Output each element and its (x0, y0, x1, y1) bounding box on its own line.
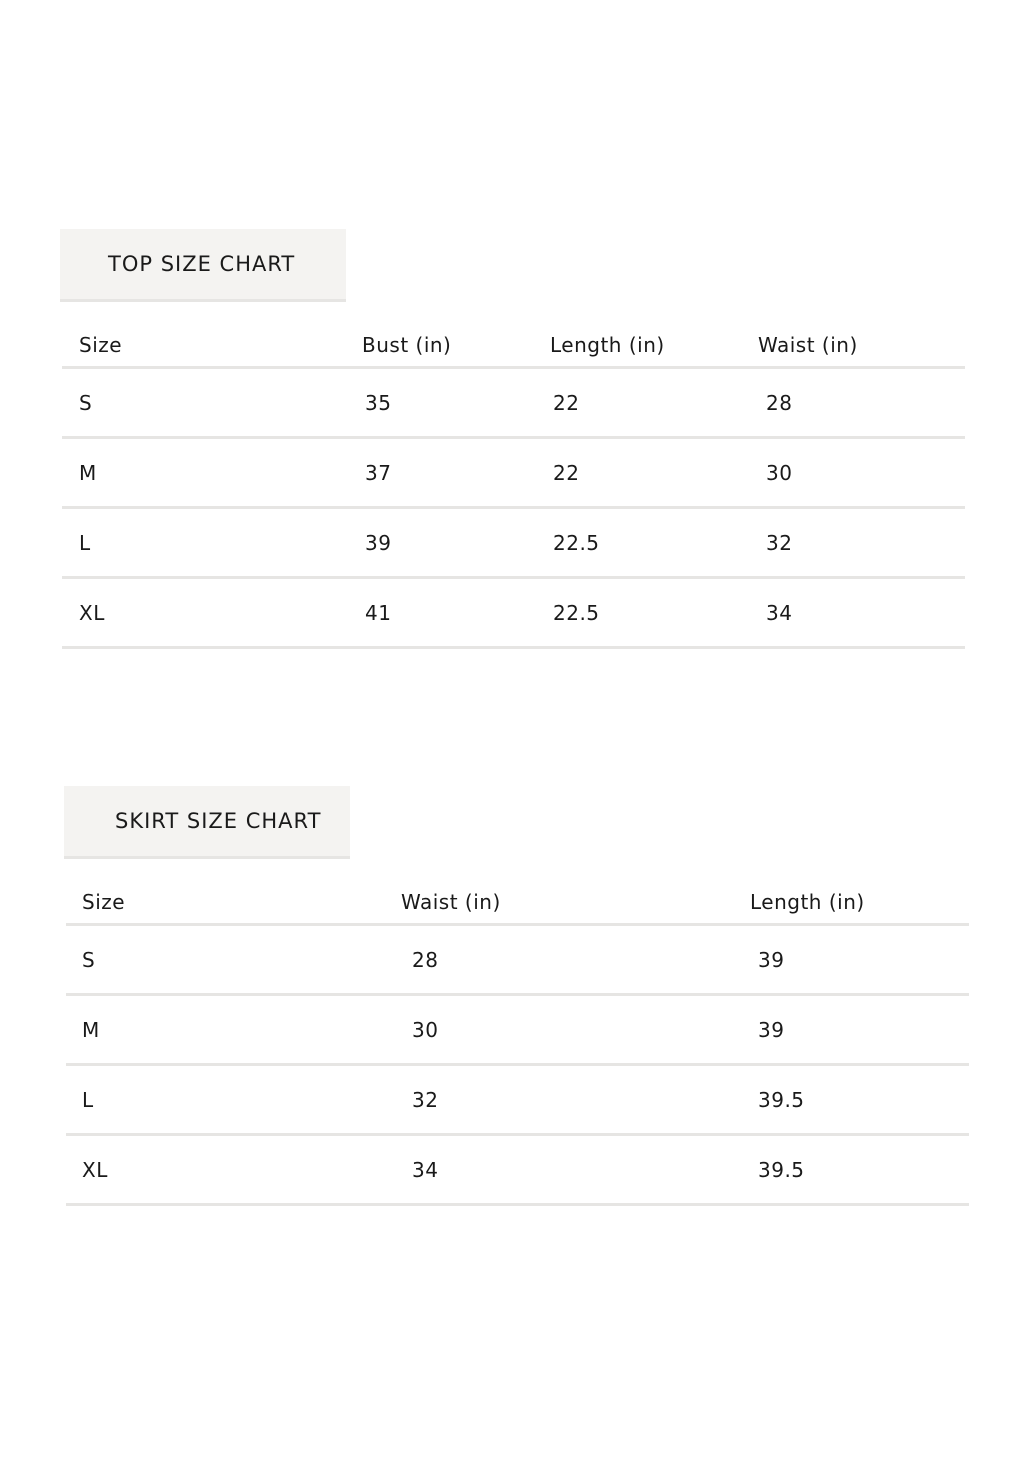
top-size-chart-title: TOP SIZE CHART (108, 252, 296, 276)
table-row (62, 369, 965, 439)
size-cell: S (79, 391, 93, 415)
size-cell: L (82, 1088, 94, 1112)
table-header-row (62, 320, 965, 369)
waist-cell: 32 (412, 1088, 439, 1112)
length-cell: 22 (553, 461, 580, 485)
waist-cell: 28 (412, 948, 439, 972)
skirt-size-table (66, 877, 969, 1206)
waist-cell: 30 (412, 1018, 439, 1042)
length-cell: 22.5 (553, 531, 600, 555)
column-header-waist: Waist (in) (758, 333, 858, 357)
table-row (62, 439, 965, 509)
length-cell: 22 (553, 391, 580, 415)
skirt-size-chart-title: SKIRT SIZE CHART (115, 809, 322, 833)
table-row (62, 509, 965, 579)
column-header-length: Length (in) (750, 890, 865, 914)
top-size-table (62, 320, 965, 649)
column-header-waist: Waist (in) (401, 890, 501, 914)
column-header-bust: Bust (in) (362, 333, 452, 357)
size-cell: XL (82, 1158, 108, 1182)
size-cell: XL (79, 601, 105, 625)
size-cell: S (82, 948, 96, 972)
column-header-size: Size (82, 890, 126, 914)
top-size-chart-tab (60, 229, 346, 302)
size-cell: M (79, 461, 97, 485)
waist-cell: 32 (766, 531, 793, 555)
skirt-size-chart-tab (64, 786, 350, 859)
table-row (66, 1136, 969, 1206)
bust-cell: 35 (365, 391, 392, 415)
waist-cell: 34 (766, 601, 793, 625)
waist-cell: 28 (766, 391, 793, 415)
bust-cell: 41 (365, 601, 392, 625)
size-cell: L (79, 531, 91, 555)
table-row (66, 926, 969, 996)
waist-cell: 34 (412, 1158, 439, 1182)
length-cell: 39 (758, 948, 785, 972)
bust-cell: 39 (365, 531, 392, 555)
waist-cell: 30 (766, 461, 793, 485)
size-cell: M (82, 1018, 100, 1042)
table-row (62, 579, 965, 649)
column-header-length: Length (in) (550, 333, 665, 357)
length-cell: 39.5 (758, 1158, 805, 1182)
length-cell: 39.5 (758, 1088, 805, 1112)
length-cell: 39 (758, 1018, 785, 1042)
table-row (66, 1066, 969, 1136)
bust-cell: 37 (365, 461, 392, 485)
table-header-row (66, 877, 969, 926)
length-cell: 22.5 (553, 601, 600, 625)
column-header-size: Size (79, 333, 123, 357)
table-row (66, 996, 969, 1066)
